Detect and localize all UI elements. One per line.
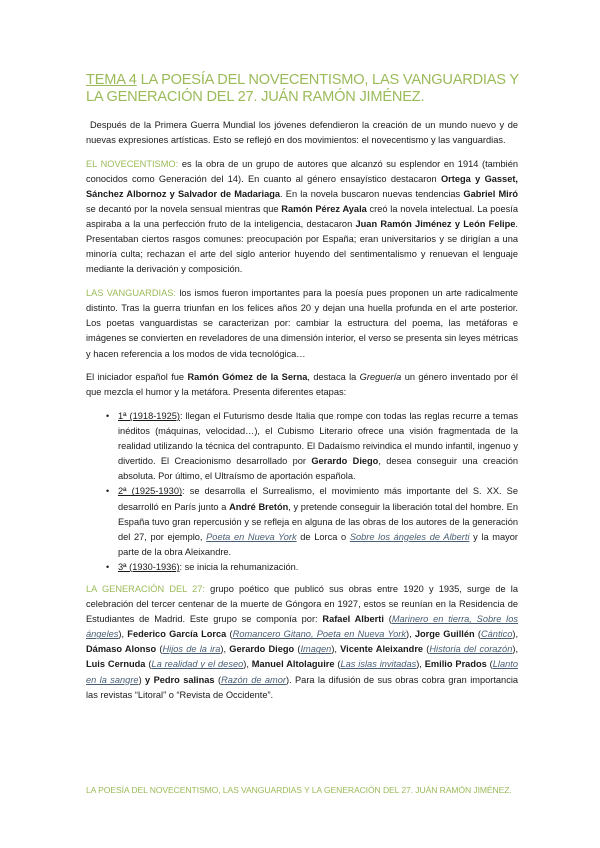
etapa-text: , y pretende conseguir la liberación total del hombre. En España tuvo gran repercusión y se refleja en alguna de las obras de los autores de la generación del 27, por ejemplo, [118, 501, 518, 542]
novecentismo-text-4: creó la novela intelectual. La poesía aspiraba a la una perfección fruto de la inteligencia, destacaron [86, 204, 519, 230]
author-name: Pedro salinas [153, 674, 215, 685]
novecentismo-text-3: se decantó por la novela sensual mientras que [86, 204, 282, 215]
novecentismo-authors-essay: Ortega y Gasset, Sánchez Albornoz y Salvador de Madariaga [86, 173, 518, 199]
author-name: Emilio Prados [424, 659, 487, 670]
iniciador-gregueria: Greguería [359, 372, 402, 383]
novecentismo-author-miro: Gabriel Miró [463, 188, 518, 199]
bullet-icon: • [106, 486, 110, 497]
novecentismo-text-5: . Presentaban ciertos rasgos comunes: preocupación por España; eran universitarios y se dirigían a una minoría culta; rechazan el arte del siglo anterior huyendo del sentimentalismo y renuevan el lenguaje mediante la derivación y composición. [86, 219, 518, 275]
etapa-text: de Lorca o [296, 531, 350, 542]
bullet-icon: • [106, 561, 110, 572]
work-link[interactable]: La realidad y el deseo [151, 659, 244, 670]
etapa-text: : se inicia la rehumanización. [179, 561, 299, 572]
novecentismo-author-ayala: Ramón Pérez Ayala [281, 204, 367, 215]
list-item [86, 484, 518, 559]
page-title [86, 72, 526, 106]
novecentismo-text-1: es la obra de un grupo de autores que alcanzó su esplendor en 1914 (también conocidos como Generación del 14). En cuanto al género ensayístico destacaron [86, 158, 518, 184]
etapa-text: , desea conseguir una creación absoluta. Por último, el Ultraísmo de aportación española. [118, 456, 518, 482]
work-link[interactable]: Romancero Gitano, Poeta en Nueva York [232, 629, 406, 640]
etapa-label: 2ª (1925-1930) [118, 486, 183, 497]
work-link[interactable]: Llanto en la sangre [86, 659, 518, 685]
vanguardias-paragraph [86, 286, 518, 361]
etapa-text: : llegan el Futurismo desde Italia que rompe con todas las reglas recurre a temas inéditos (máquinas, velocidad…), el Cubismo Literario ofrece una visión fragmentada de la realidad utilizando la técnica del contrapunto. El Dadaísmo reivindica el mundo infantil, ingenuo y divertido. El Creacionismo desarrollado por [118, 410, 518, 467]
etapa-text: : se desarrolla el Surrealismo, el movimiento más importante del S. XX. Se desarrolló en París junto a [118, 486, 518, 512]
work-link-poeta-nueva-york[interactable]: Poeta en Nueva York [206, 531, 297, 542]
bullet-icon: • [106, 410, 110, 421]
etapas-list [86, 409, 518, 575]
iniciador-text-2: , destaca la [307, 372, 360, 383]
page-footer: LA POESÍA DEL NOVECENTISMO, LAS VANGUARDIAS Y LA GENERACIÓN DEL 27. JUÁN RAMÓN JIMÉNEZ. [86, 785, 512, 795]
author-name: Luis Cernuda [86, 659, 146, 670]
author-name: Vicente Aleixandre [340, 644, 424, 655]
novecentismo-paragraph [86, 157, 518, 278]
work-link[interactable]: Imagen [300, 644, 332, 655]
novecentismo-label: EL NOVECENTISMO: [86, 158, 179, 169]
work-link[interactable]: Hijos de la ira [162, 644, 221, 655]
work-link[interactable]: Historia del corazón [429, 644, 513, 655]
work-link[interactable]: Cántico [480, 629, 513, 640]
etapa-label: 3ª (1930-1936) [118, 561, 180, 572]
generacion-text-2: . Para la difusión de sus obras cobra gran importancia las revistas “Litoral” o “Revista de Occidente”. [86, 674, 519, 700]
novecentismo-authors-poetry: Juan Ramón Jiménez y León Felipe [355, 219, 516, 230]
generacion-paragraph: LA GENERACIÓN DEL 27: grupo poético que publicó sus obras entre 1920 y 1935, surge de la celebración del tercer centenar de la muerte de Góngora en 1927, estos se reunían en la Residencia de Estudiantes de Madrid. Este grupo se componía por: Rafael Alberti (Marinero en tierra, Sobre los ángeles), Federico García Lorca (Romancero Gitano, Poeta en Nueva York), Jorge Guillén (Cántico), Dámaso Alonso (Hijos de la ira), Gerardo Diego (Imagen), Vicente Aleixandre (Historia del corazón), Luis Cernuda (La realidad y el deseo), Manuel Altolaguire (Las islas invitadas), Emilio Prados (Llanto en la sangre) y Pedro salinas (Razón de amor). Para la difusión de sus obras cobra gran importancia las revistas “Litoral” o “Revista de Occidente”. [86, 584, 519, 700]
title-tema: TEMA 4 [86, 72, 137, 88]
document-body [86, 118, 518, 711]
work-link[interactable]: Las islas invitadas [340, 659, 417, 670]
etapa-text: y la mayor parte de la obra Aleixandre. [118, 531, 518, 557]
iniciador-text-3: un género inventado por él que mezcla el humor y la metáfora. Presenta diferentes etapas: [86, 372, 518, 398]
novecentismo-text-2: . En la novela buscaron nuevas tendencias [280, 188, 464, 199]
iniciador-text-1: El iniciador español fue [86, 372, 188, 383]
author-name: Jorge Guillén [414, 629, 475, 640]
list-item [86, 560, 518, 575]
list-item [86, 409, 518, 484]
work-link-sobre-los-angeles[interactable]: Sobre los ángeles de Alberti [349, 531, 470, 542]
intro-text: Después de la Primera Guerra Mundial los jóvenes defendieron la creación de un mundo nuevo y de nuevas expresiones artísticas. Esto se reflejó en dos movimientos: el novecentismo y las vanguardias. [86, 120, 518, 146]
etapa-label: 1ª (1918-1925) [118, 410, 180, 421]
etapa-author: André Bretón [229, 501, 289, 512]
vanguardias-label: LAS VANGUARDIAS: [86, 288, 177, 299]
author-name: Dámaso Alonso [86, 644, 157, 655]
author-name: Federico García Lorca [127, 629, 227, 640]
author-name: Manuel Altolaguire [251, 659, 335, 670]
generacion-text-1: grupo poético que publicó sus obras entre 1920 y 1935, surge de la celebración del tercer centenar de la muerte de Góngora en 1927, estos se reunían en la Residencia de Estudiantes de Madrid. Este grupo se componía por: [86, 584, 519, 625]
work-link[interactable]: Razón de amor [221, 674, 286, 685]
iniciador-paragraph [86, 370, 518, 400]
work-link[interactable]: Marinero en tierra, Sobre los ángeles [86, 614, 518, 640]
intro-paragraph [86, 118, 518, 148]
title-text: LA POESÍA DEL NOVECENTISMO, LAS VANGUARDIAS Y LA GENERACIÓN DEL 27. JUÁN RAMÓN JIMÉNEZ. [86, 72, 519, 105]
generacion-label: LA GENERACIÓN DEL 27: [86, 584, 206, 594]
iniciador-author: Ramón Gómez de la Serna [187, 372, 308, 383]
author-name: Rafael Alberti [322, 614, 384, 625]
vanguardias-text: los ismos fueron importantes para la poesía pues proponen un arte radicalmente distinto. Tras la guerra triunfan en los felices años 20 y dejan una huella profunda en el arte posterior. Los poetas vanguardistas se caracterizan por: cambiar la estructura del poema, las metáforas e imágenes se convierten en reveladores de una dimensión interior, el verso se presenta sin leyes métricas y hacen referencia a los modos de vida tecnológica… [86, 288, 518, 359]
etapa-author: Gerardo Diego [311, 456, 379, 467]
author-name: Gerardo Diego [229, 644, 295, 655]
